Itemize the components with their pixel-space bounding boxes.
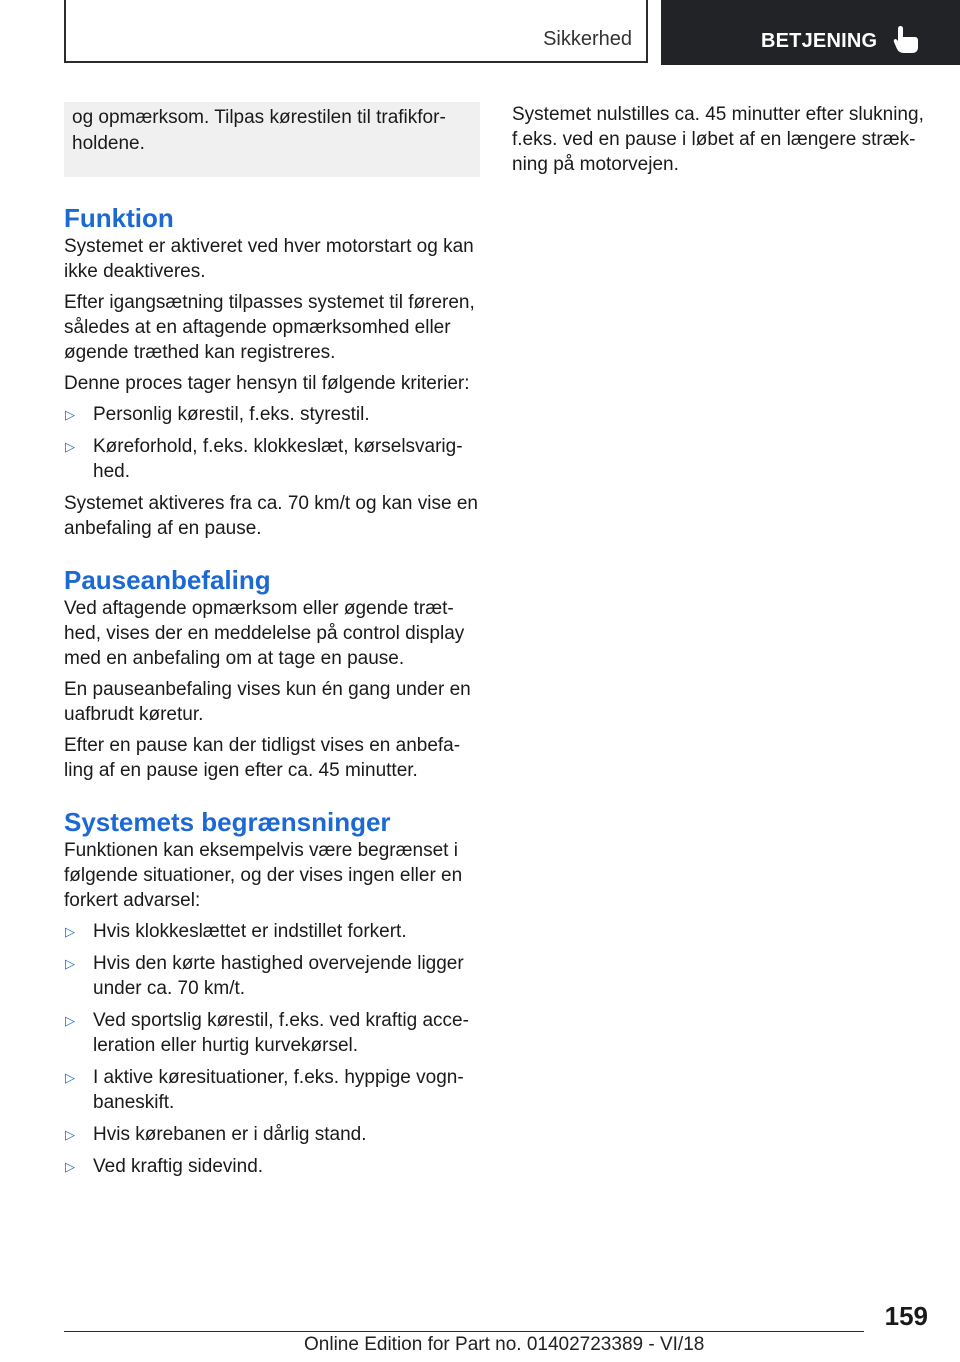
note-text: og opmærksom. Tilpas kørestilen til trafikforholdene. — [72, 107, 446, 154]
left-column — [64, 102, 480, 1186]
list-item-text: Køreforhold, f.eks. klokkeslæt, kørselsvarighed. — [93, 436, 463, 482]
footer-divider — [64, 1331, 864, 1332]
triangle-right-outline-icon: ▷ — [65, 407, 75, 422]
list-item — [64, 1154, 480, 1179]
heading-begraensninger: Systemets begrænsninger — [64, 807, 391, 837]
paragraph: En pauseanbefaling vises kun én gang under en uafbrudt køretur. — [64, 679, 471, 725]
paragraph: Systemet er aktiveret ved hver motorstart og kan ikke deaktiveres. — [64, 236, 474, 282]
list-item-text: Hvis den kørte hastighed overvejende ligger under ca. 70 km/t. — [93, 953, 464, 999]
list-item — [64, 951, 480, 1001]
paragraph: Funktionen kan eksempelvis være begrænset i følgende situationer, og der vises ingen eller en forkert advarsel: — [64, 840, 463, 911]
triangle-right-outline-icon: ▷ — [65, 1070, 75, 1085]
paragraph: Denne proces tager hensyn til følgende kriterier: — [64, 373, 470, 394]
chapter-title: BETJENING — [761, 30, 878, 52]
header-section-box — [64, 0, 648, 63]
list-item — [64, 434, 480, 484]
paragraph: Ved aftagende opmærksom eller øgende træthed, vises der en meddelelse på control display med en anbefaling om at tage en pause. — [64, 598, 465, 669]
list-item — [64, 1122, 480, 1147]
triangle-right-outline-icon: ▷ — [65, 1159, 75, 1174]
paragraph: Systemet aktiveres fra ca. 70 km/t og kan vise en anbefaling af en pause. — [64, 493, 478, 539]
footer-edition: Online Edition for Part no. 01402723389 - VI/18 — [304, 1334, 705, 1355]
chapter-tab — [661, 0, 960, 65]
criteria-list — [64, 402, 480, 484]
list-item-text: Hvis klokkeslættet er indstillet forkert. — [93, 921, 407, 942]
triangle-right-outline-icon: ▷ — [65, 956, 75, 971]
list-item — [64, 402, 480, 427]
list-item-text: Ved sportslig kørestil, f.eks. ved kraftig acceleration eller hurtig kurvekørsel. — [93, 1010, 469, 1056]
triangle-right-outline-icon: ▷ — [65, 924, 75, 939]
heading-pauseanbefaling: Pauseanbefaling — [64, 565, 271, 595]
page-number: 159 — [884, 1301, 928, 1331]
right-column — [512, 102, 932, 183]
list-item-text: Hvis kørebanen er i dårlig stand. — [93, 1124, 367, 1145]
paragraph: Systemet nulstilles ca. 45 minutter efter slukning, f.eks. ved en pause i løbet af en længere strækning på motorvejen. — [512, 104, 924, 175]
pointing-hand-icon — [893, 24, 921, 54]
list-item-text: I aktive køresituationer, f.eks. hyppige vognbaneskift. — [93, 1067, 464, 1113]
list-item-text: Personlig kørestil, f.eks. styrestil. — [93, 404, 370, 425]
paragraph: Efter en pause kan der tidligst vises en anbefaling af en pause igen efter ca. 45 minutter. — [64, 735, 461, 781]
list-item — [64, 1065, 480, 1115]
limits-list — [64, 919, 480, 1179]
triangle-right-outline-icon: ▷ — [65, 439, 75, 454]
triangle-right-outline-icon: ▷ — [65, 1127, 75, 1142]
triangle-right-outline-icon: ▷ — [65, 1013, 75, 1028]
list-item-text: Ved kraftig sidevind. — [93, 1156, 264, 1177]
list-item — [64, 919, 480, 944]
heading-funktion: Funktion — [64, 203, 174, 233]
paragraph: Efter igangsætning tilpasses systemet til føreren, således at en aftagende opmærksomhed eller øgende træthed kan registreres. — [64, 292, 475, 363]
list-item — [64, 1008, 480, 1058]
note-box — [64, 102, 480, 177]
section-title: Sikkerhed — [543, 28, 632, 50]
